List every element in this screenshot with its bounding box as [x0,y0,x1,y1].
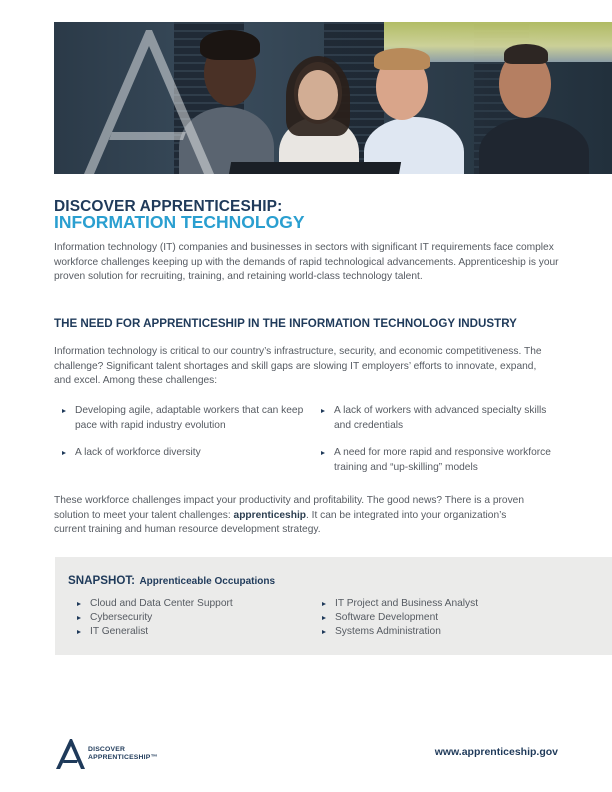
list-item: IT Project and Business Analyst [320,597,478,611]
occupations-list-left [75,597,233,639]
list-item: Systems Administration [320,625,478,639]
website-link[interactable]: www.apprenticeship.gov [434,746,558,758]
challenges-list-right [314,404,564,488]
hero-image [54,22,612,174]
need-paragraph: Information technology is critical to our country’s infrastructure, security, and economic competitiveness. The challenge? Significant talent shortages and skill gaps are slowing IT employers’ efforts to innovate, expand, and excel. Among these challenges: [54,346,542,386]
title-line-1: DISCOVER APPRENTICESHIP: [54,198,283,215]
snapshot-title [68,571,275,589]
closing-text-start: These workforce challenges impact your productivity and profitability. The good news? There is a proven solution to meet your talent challenges: [54,495,525,521]
intro-paragraph: Information technology (IT) companies and businesses in sectors with significant IT requirements face complex workforce challenges keeping up with the demands of rapid technological advancements. Apprenticeship is your proven solution for recruiting, training, and retaining world-class technology talent. [54,242,559,282]
list-item: Cybersecurity [75,611,233,625]
title-line-2: INFORMATION TECHNOLOGY [54,212,305,232]
list-item: IT Generalist [75,625,233,639]
closing-text-end: . It can be integrated into your organization’s current training and human resource development strategy. [54,509,507,535]
logo-wordmark [88,746,157,761]
closing-paragraph [54,494,534,538]
list-item: A need for more rapid and responsive workforce training and “up-skilling” models [314,446,564,475]
need-heading: THE NEED FOR APPRENTICESHIP IN THE INFORMATION TECHNOLOGY INDUSTRY [54,317,517,330]
brand-a-watermark-icon [54,22,224,174]
list-item: Software Development [320,611,478,625]
snapshot-box [55,557,612,655]
logo-line-2: APPRENTICESHIP™ [88,753,158,761]
occupations-list-right [320,597,478,639]
closing-emphasis: apprenticeship [233,509,306,521]
challenges-list-left [55,404,315,474]
list-item: A lack of workforce diversity [55,446,315,461]
footer-logo [54,738,184,770]
list-item: A lack of workers with advanced specialty skills and credentials [314,404,564,433]
logo-a-icon [54,738,86,770]
snapshot-label: SNAPSHOT: [68,574,135,587]
list-item: Cloud and Data Center Support [75,597,233,611]
logo-line-1: DISCOVER [88,746,126,753]
list-item: Developing agile, adaptable workers that can keep pace with rapid industry evolution [55,404,315,433]
snapshot-subtitle: Apprenticeable Occupations [139,576,276,587]
